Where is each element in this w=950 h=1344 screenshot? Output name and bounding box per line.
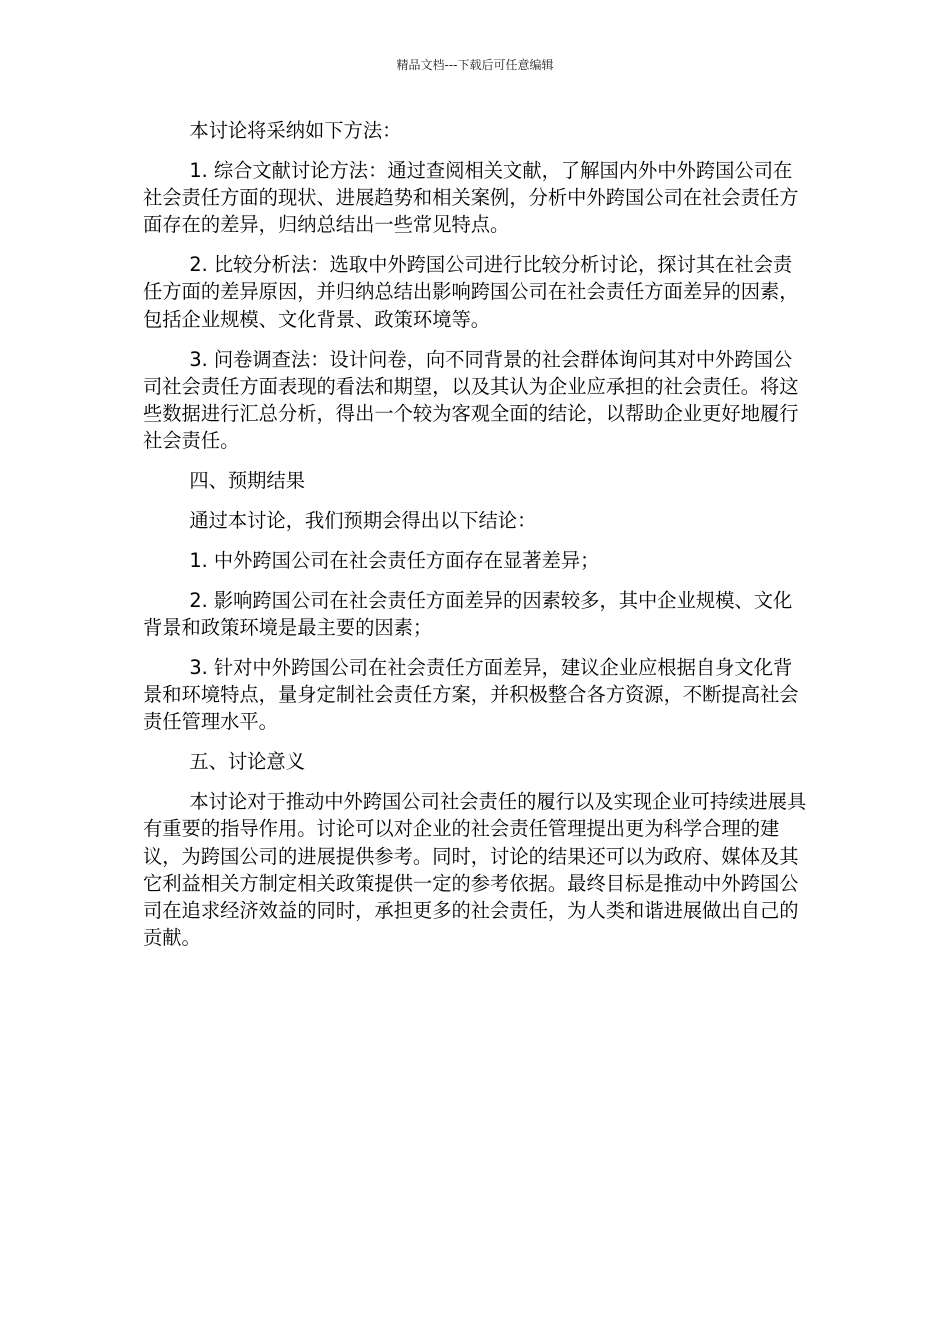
- paragraph-method-comparison: 2. 比较分析法：选取中外跨国公司进行比较分析讨论，探讨其在社会责任方面的差异原因，并归纳总结出影响跨国公司在社会责任方面差异的因素，包括企业规模、文化背景、政策环境等。: [143, 253, 799, 331]
- paragraph-method-literature: 1. 综合文献讨论方法：通过查阅相关文献，了解国内外中外跨国公司在社会责任方面的现状、进展趋势和相关案例，分析中外跨国公司在社会责任方面存在的差异，归纳总结出一些常见特点。: [143, 158, 799, 237]
- paragraph-result-3: 3. 针对中外跨国公司在社会责任方面差异，建议企业应根据自身文化背景和环境特点，量身定制社会责任方案，并积极整合各方资源，不断提高社会责任管理水平。: [143, 655, 799, 734]
- paragraph-result-1: 1. 中外跨国公司在社会责任方面存在显著差异；: [189, 548, 600, 572]
- section-heading-expected-results: 四、预期结果: [189, 469, 305, 493]
- paragraph-method-survey: 3. 问卷调查法：设计问卷，向不同背景的社会群体询问其对中外跨国公司社会责任方面表现的看法和期望，以及其认为企业应承担的社会责任。将这些数据进行汇总分析，得出一个较为客观全面的结论，以帮助企业更好地履行社会责任。: [143, 347, 799, 453]
- paragraph-result-2: 2. 影响跨国公司在社会责任方面差异的因素较多，其中企业规模、文化背景和政策环境是最主要的因素；: [143, 588, 793, 639]
- document-body: [143, 117, 809, 964]
- paragraph-significance: 本讨论对于推动中外跨国公司社会责任的履行以及实现企业可持续进展具有重要的指导作用。讨论可以对企业的社会责任管理提出更为科学合理的建议，为跨国公司的进展提供参考。同时，讨论的结果还可以为政府、媒体及其它利益相关方制定相关政策提供一定的参考依据。最终目标是推动中外跨国公司在追求经济效益的同时，承担更多的社会责任，为人类和谐进展做出自己的贡献。: [143, 789, 807, 950]
- section-heading-significance: 五、讨论意义: [189, 750, 305, 774]
- paragraph-methods-intro: 本讨论将采纳如下方法：: [189, 119, 402, 142]
- page-header: 精品文档---下载后可任意编辑: [396, 58, 554, 72]
- paragraph-results-intro: 通过本讨论，我们预期会得出以下结论：: [189, 509, 537, 533]
